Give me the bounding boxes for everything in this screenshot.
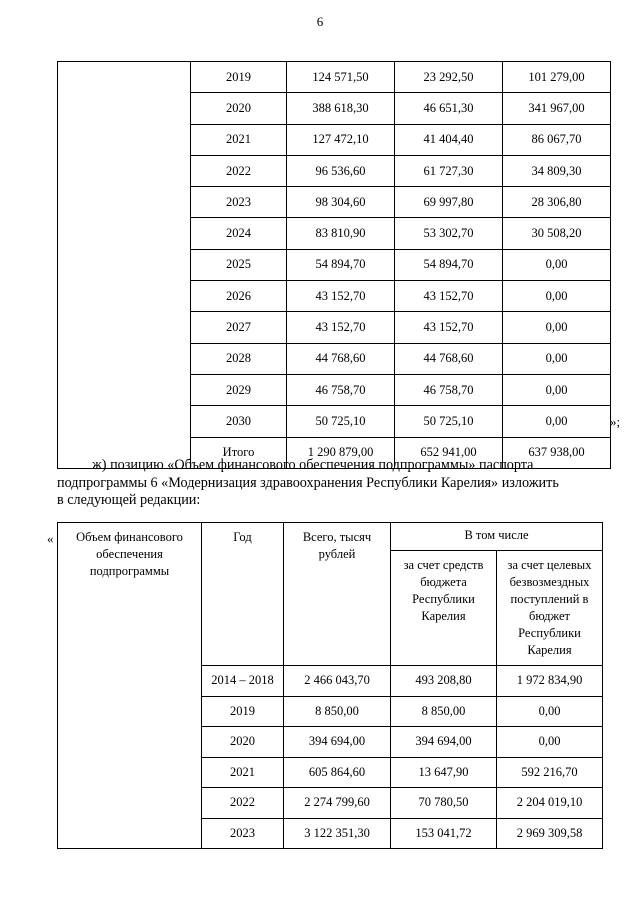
year-cell: 2020 [202, 727, 284, 758]
header-grants-source: за счет целевых безвозмездных поступлений в бюджет Республики Карелия [497, 551, 603, 666]
grants-cell: 2 969 309,58 [497, 818, 603, 849]
paragraph-line-2: подпрограммы 6 «Модернизация здравоохранения Республики Карелия» изложить [57, 474, 559, 491]
total-cell: 8 850,00 [284, 696, 391, 727]
grants-cell: 637 938,00 [503, 437, 611, 468]
header-including: В том числе [391, 523, 603, 551]
budget-cell: 41 404,40 [395, 124, 503, 155]
total-cell: 83 810,90 [287, 218, 395, 249]
grants-cell: 28 306,80 [503, 187, 611, 218]
budget-cell: 652 941,00 [395, 437, 503, 468]
total-cell: 54 894,70 [287, 249, 395, 280]
year-cell: Итого [191, 437, 287, 468]
total-cell: 127 472,10 [287, 124, 395, 155]
year-cell: 2021 [202, 757, 284, 788]
total-cell: 2 466 043,70 [284, 666, 391, 697]
year-cell: 2023 [191, 187, 287, 218]
budget-cell: 23 292,50 [395, 62, 503, 93]
budget-cell: 54 894,70 [395, 249, 503, 280]
grants-cell: 0,00 [503, 406, 611, 437]
grants-cell: 592 216,70 [497, 757, 603, 788]
amendment-paragraph [57, 457, 602, 510]
grants-cell: 0,00 [503, 312, 611, 343]
year-cell: 2023 [202, 818, 284, 849]
grants-cell: 0,00 [503, 249, 611, 280]
total-cell: 605 864,60 [284, 757, 391, 788]
budget-cell: 153 041,72 [391, 818, 497, 849]
budget-cell: 493 208,80 [391, 666, 497, 697]
grants-cell: 0,00 [503, 343, 611, 374]
budget-cell: 69 997,80 [395, 187, 503, 218]
year-cell: 2022 [191, 155, 287, 186]
grants-cell: 341 967,00 [503, 93, 611, 124]
merged-label-cell [58, 62, 191, 469]
opening-quote-mark: « [47, 531, 54, 546]
header-year: Год [202, 523, 284, 666]
budget-cell: 46 651,30 [395, 93, 503, 124]
budget-cell: 46 758,70 [395, 374, 503, 405]
year-cell: 2019 [191, 62, 287, 93]
grants-cell: 101 279,00 [503, 62, 611, 93]
year-cell: 2025 [191, 249, 287, 280]
year-cell: 2020 [191, 93, 287, 124]
total-cell: 2 274 799,60 [284, 788, 391, 819]
financing-table-continued [57, 61, 611, 469]
paragraph-line-1: ж) позицию «Объем финансового обеспечения подпрограммы» паспорта [92, 457, 534, 473]
budget-cell: 61 727,30 [395, 155, 503, 186]
header-total: Всего, тысяч рублей [284, 523, 391, 666]
budget-cell: 394 694,00 [391, 727, 497, 758]
header-financing-volume: Объем финансового обеспечения подпрограммы [58, 523, 202, 849]
financing-table-body [58, 62, 611, 469]
budget-cell: 8 850,00 [391, 696, 497, 727]
paragraph-line-3: в следующей редакции: [57, 492, 201, 508]
budget-cell: 53 302,70 [395, 218, 503, 249]
total-cell: 50 725,10 [287, 406, 395, 437]
total-cell: 124 571,50 [287, 62, 395, 93]
subprogram-6-table-body [58, 523, 603, 849]
grants-cell: 2 204 019,10 [497, 788, 603, 819]
budget-cell: 43 152,70 [395, 312, 503, 343]
subprogram-6-financing-table [57, 522, 603, 849]
table-row [58, 62, 611, 93]
closing-quote-mark: »; [610, 414, 621, 429]
budget-cell: 50 725,10 [395, 406, 503, 437]
year-cell: 2021 [191, 124, 287, 155]
budget-cell: 13 647,90 [391, 757, 497, 788]
grants-cell: 0,00 [497, 696, 603, 727]
year-cell: 2022 [202, 788, 284, 819]
grants-cell: 0,00 [503, 281, 611, 312]
total-cell: 394 694,00 [284, 727, 391, 758]
header-budget-source: за счет средств бюджета Республики Карелия [391, 551, 497, 666]
grants-cell: 30 508,20 [503, 218, 611, 249]
grants-cell: 86 067,70 [503, 124, 611, 155]
budget-cell: 70 780,50 [391, 788, 497, 819]
grants-cell: 0,00 [503, 374, 611, 405]
total-cell: 388 618,30 [287, 93, 395, 124]
grants-cell: 1 972 834,90 [497, 666, 603, 697]
year-cell: 2014 – 2018 [202, 666, 284, 697]
total-cell: 1 290 879,00 [287, 437, 395, 468]
year-cell: 2030 [191, 406, 287, 437]
year-cell: 2024 [191, 218, 287, 249]
total-cell: 98 304,60 [287, 187, 395, 218]
grants-cell: 0,00 [497, 727, 603, 758]
total-cell: 43 152,70 [287, 281, 395, 312]
budget-cell: 44 768,60 [395, 343, 503, 374]
total-cell: 3 122 351,30 [284, 818, 391, 849]
grants-cell: 34 809,30 [503, 155, 611, 186]
year-cell: 2026 [191, 281, 287, 312]
total-cell: 96 536,60 [287, 155, 395, 186]
year-cell: 2029 [191, 374, 287, 405]
year-cell: 2027 [191, 312, 287, 343]
total-cell: 46 758,70 [287, 374, 395, 405]
page-number: 6 [316, 14, 324, 29]
budget-cell: 43 152,70 [395, 281, 503, 312]
year-cell: 2028 [191, 343, 287, 374]
total-cell: 44 768,60 [287, 343, 395, 374]
year-cell: 2019 [202, 696, 284, 727]
header-row-1 [58, 523, 603, 551]
total-cell: 43 152,70 [287, 312, 395, 343]
